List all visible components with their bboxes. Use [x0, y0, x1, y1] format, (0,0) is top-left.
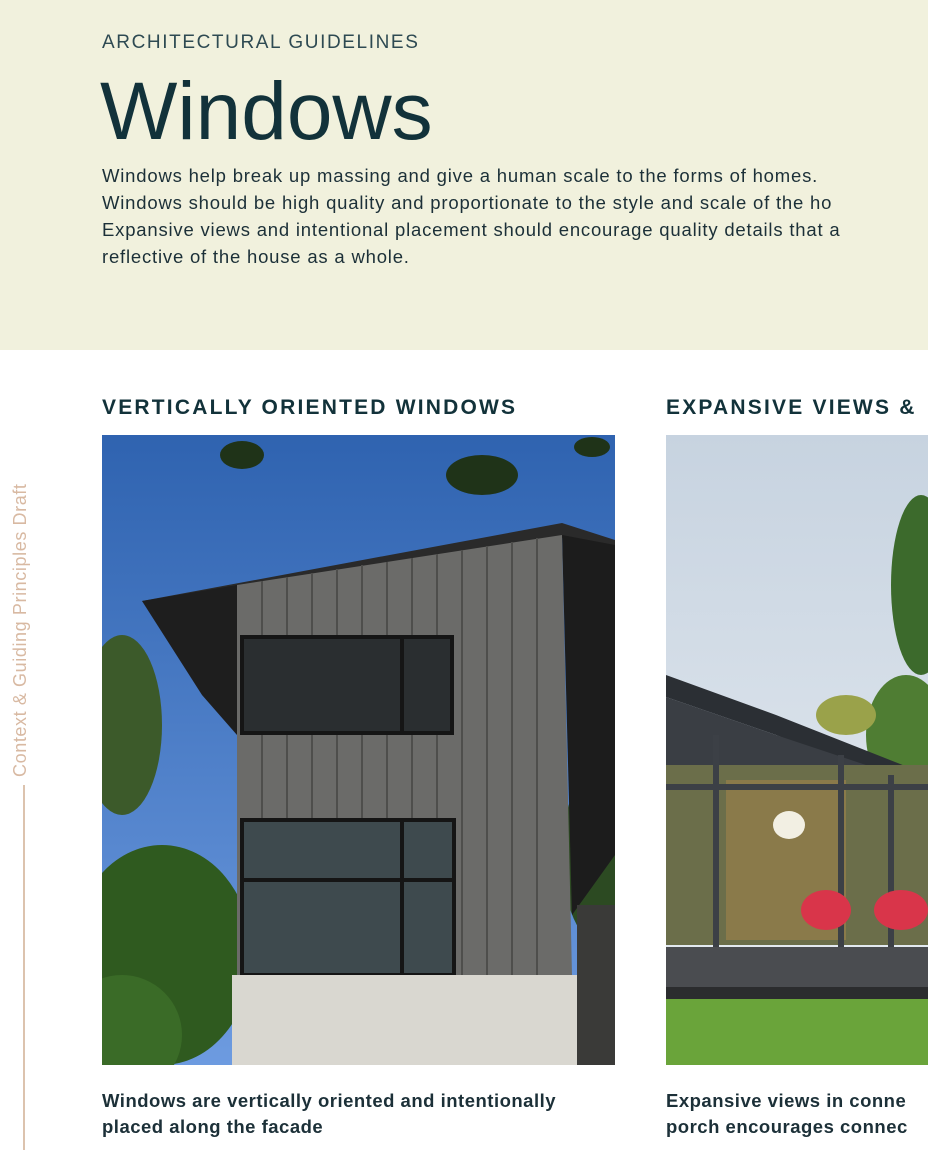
caption-line: Windows are vertically oriented and intentionally	[102, 1090, 557, 1111]
sidebar-rule	[23, 785, 25, 1150]
caption-vertical-windows	[102, 1088, 556, 1140]
photo-expansive-views-porch	[666, 435, 928, 1065]
house-illustration-2	[666, 435, 928, 1065]
house-illustration-1	[102, 435, 615, 1065]
section-heading-vertical-windows: VERTICALLY ORIENTED WINDOWS	[102, 396, 518, 419]
page-title: Windows	[100, 66, 433, 157]
caption-line: placed along the facade	[102, 1116, 324, 1137]
intro-line: Expansive views and intentional placement should encourage quality details that a	[102, 219, 841, 240]
caption-expansive-views	[666, 1088, 908, 1140]
photo-vertical-windows-house	[102, 435, 615, 1065]
header-band	[0, 0, 928, 350]
intro-line: reflective of the house as a whole.	[102, 246, 410, 267]
caption-line: porch encourages connec	[666, 1116, 908, 1137]
intro-line: Windows help break up massing and give a human scale to the forms of homes.	[102, 165, 819, 186]
intro-line: Windows should be high quality and proportionate to the style and scale of the ho	[102, 192, 833, 213]
caption-line: Expansive views in conne	[666, 1090, 907, 1111]
intro-paragraph	[102, 162, 840, 270]
eyebrow-label: ARCHITECTURAL GUIDELINES	[102, 32, 420, 53]
sidebar	[8, 430, 36, 1150]
section-heading-expansive-views: EXPANSIVE VIEWS &	[666, 396, 917, 419]
sidebar-label: Context & Guiding Principles Draft	[10, 483, 30, 777]
